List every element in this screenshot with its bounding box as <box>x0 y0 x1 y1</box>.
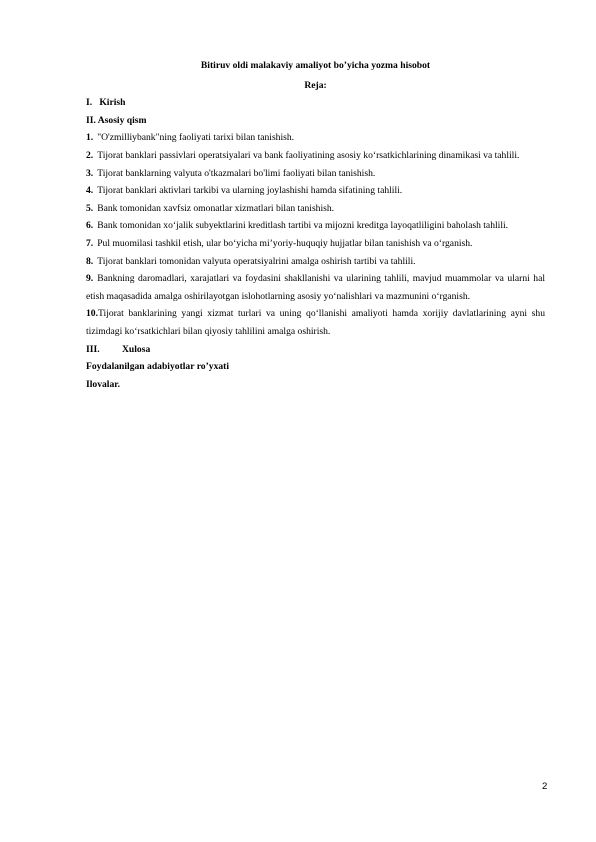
plan-item-number: 10. <box>86 308 98 320</box>
plan-item-text: "O'zmilliybank"ning faoliyati tarixi bilan tanishish. <box>97 132 295 144</box>
plan-item-5 <box>86 200 545 218</box>
plan-item-3 <box>86 165 545 183</box>
plan-item-10 <box>86 305 545 340</box>
plan-item-number: 6. <box>86 220 94 232</box>
appendix-heading: Ilovalar. <box>86 378 121 390</box>
plan-item-text: Tijorat banklari aktivlari tarkibi va ularning joylashishi hamda sifatining tahlili. <box>97 185 403 197</box>
plan-item-9 <box>86 270 545 305</box>
plan-item-number: 2. <box>86 149 94 161</box>
plan-item-text: Bank tomonidan xo‘jalik subyektlarini kreditlash tartibi va mijozni kreditga layoqatliligini baholash tahlili. <box>97 220 509 232</box>
plan-item-text: Tijorat banklari tomonidan valyuta operatsiyalrini amalga oshirish tartibi va tahlili. <box>97 255 416 267</box>
plan-item-text: Pul muomilasi tashkil etish, ular bo‘yicha mi’yoriy-huquqiy hujjatlar bilan tanishish va o‘rganish. <box>97 237 473 249</box>
section-3-number: III. <box>86 343 100 355</box>
plan-item-text: Tijorat banklari passivlari operatsiyalari va bank faoliyatining asosiy ko‘rsatkichlarining dinamikasi va tahlili. <box>97 149 520 161</box>
references-heading: Foydalanilgan adabiyotlar ro’yxati <box>86 361 230 373</box>
section-3-label: Xulosa <box>122 343 151 355</box>
plan-item-number: 3. <box>86 167 94 179</box>
plan-item-7 <box>86 235 545 253</box>
plan-item-number: 8. <box>86 255 94 267</box>
plan-item-text: Bankning daromadlari, xarajatlari va foydasini shakllanishi va ularining tahlili, mavjud muammolar va ularni hal etish maqasadida amalga oshirilayotgan islohotlarning asosiy yo‘nalishlari va mazmunini o‘rganish. <box>86 273 545 302</box>
plan-item-number: 9. <box>86 273 94 285</box>
plan-item-text: Bank tomonidan xavfsiz omonatlar xizmatlari bilan tanishish. <box>97 202 335 214</box>
plan-item-6 <box>86 217 545 235</box>
plan-item-number: 4. <box>86 185 94 197</box>
plan-item-4 <box>86 182 545 200</box>
section-1 <box>86 94 545 112</box>
plan-heading: Reja: <box>304 79 327 91</box>
page-number: 2 <box>542 781 548 792</box>
plan-item-text: Tijorat banklarining yangi xizmat turlari va uning qo‘llanishi amaliyoti hamda xorijiy davlatlarining ayni shu tizimdagi ko‘rsatkichlari bilan qiyosiy tahlilini amalga oshirish. <box>86 308 545 337</box>
plan-item-number: 5. <box>86 202 94 214</box>
plan-item-8 <box>86 253 545 271</box>
document-title: Bitiruv oldi malakaviy amaliyot bo’yicha yozma hisobot <box>200 60 431 71</box>
section-3 <box>86 341 545 359</box>
section-1-label: Kirish <box>99 97 126 109</box>
plan-item-2 <box>86 147 545 165</box>
plan-item-number: 7. <box>86 237 94 249</box>
plan-item-1 <box>86 129 545 147</box>
section-1-number: I. <box>86 97 93 109</box>
section-2: II. Asosiy qism <box>86 114 147 126</box>
plan-item-text: Tijorat banklarning valyuta o'tkazmalari bo'limi faoliyati bilan tanishish. <box>97 167 376 179</box>
page-content <box>86 57 545 393</box>
plan-item-number: 1. <box>86 132 94 144</box>
